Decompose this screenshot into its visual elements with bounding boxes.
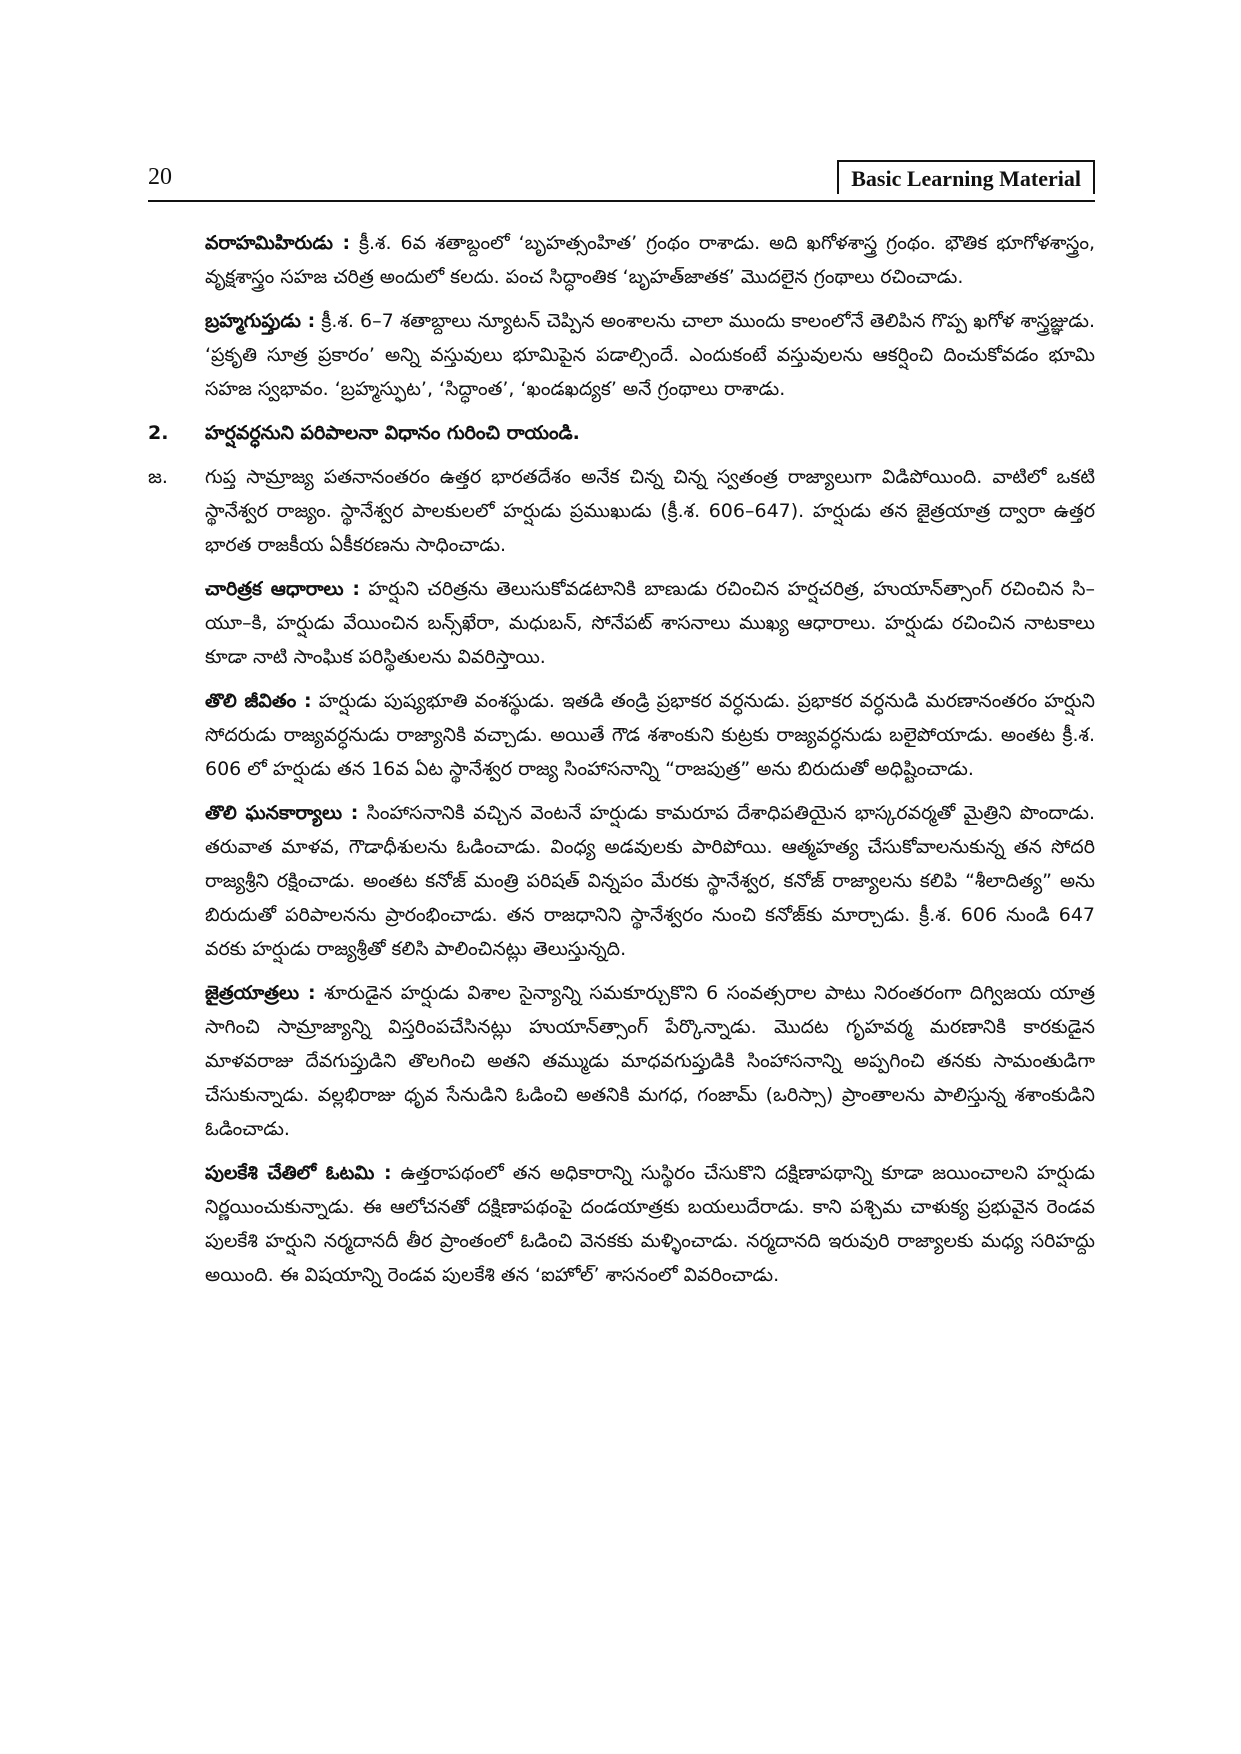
paragraph-early-achievements xyxy=(205,796,1095,966)
paragraph-term: బ్రహ్మగుప్తుడు : xyxy=(205,310,316,332)
question-number: 2. xyxy=(148,422,169,444)
answer-text: గుప్త సామ్రాజ్య పతనానంతరం ఉత్తర భారతదేశం అనేక చిన్న చిన్న స్వతంత్ర రాజ్యాలుగా విడిపోయింది. వాటిలో ఒకటి స్థానేశ్వర రాజ్యం. స్థానేశ్వర పాలకులలో హర్షుడు ప్రముఖుడు (క్రీ.శ. 606–647). హర్షుడు తన జైత్రయాత్ర ద్వారా ఉత్తర భారత రాజకీయ ఏకీకరణను సాధించాడు. xyxy=(205,466,1095,556)
paragraph-text: శూరుడైన హర్షుడు విశాల సైన్యాన్ని సమకూర్చుకొని 6 సంవత్సరాల పాటు నిరంతరంగా దిగ్విజయ యాత్ర సాగించి సామ్రాజ్యాన్ని విస్తరింపచేసినట్లు హుయాన్‌త్సాంగ్ పేర్కొన్నాడు. మొదట గృహవర్మ మరణానికి కారకుడైన మాళవరాజు దేవగుప్తుడిని తొలగించి అతని తమ్ముడు మాధవగుప్తుడికి సింహాసనాన్ని అప్పగించి తనకు సామంతుడిగా చేసుకున్నాడు. వల్లభిరాజు ధృవ సేనుడిని ఓడించి అతనికి మగధ, గంజామ్ (ఒరిస్సా) ప్రాంతాలను పాలిస్తున్న శశాంకుడిని ఓడించాడు. xyxy=(205,982,1096,1140)
paragraph-term: చారిత్రక ఆధారాలు : xyxy=(205,578,361,600)
paragraph-text: సింహాసనానికి వచ్చిన వెంటనే హర్షుడు కామరూప దేశాధిపతియైన భాస్కరవర్మతో మైత్రిని పొందాడు. తరువాత మాళవ, గౌడాధీశులను ఓడించాడు. వింధ్య అడవులకు పారిపోయి. ఆత్మహత్య చేసుకోవాలనుకున్న తన సోదరి రాజ్యశ్రీని రక్షించాడు. అంతట కనోజ్ మంత్రి పరిషత్ విన్నపం మేరకు స్థానేశ్వర, కనోజ్ రాజ్యాలను కలిపి “శీలాదిత్య” అను బిరుదుతో పరిపాలనను ప్రారంభించాడు. తన రాజధానిని స్థానేశ్వరం నుంచి కనోజ్‌కు మార్చాడు. క్రీ.శ. 606 నుండి 647 వరకు హర్షుడు రాజ్యశ్రీతో కలిసి పాలించినట్లు తెలుస్తున్నది. xyxy=(205,802,1095,960)
answer-marker: జ. xyxy=(148,466,168,488)
paragraph-term: పులకేశి చేతిలో ఓటమి : xyxy=(205,1162,392,1184)
page-number: 20 xyxy=(148,164,172,190)
paragraph-text: క్రీ.శ. 6వ శతాబ్దంలో ‘బృహత్సంహిత’ గ్రంథం రాశాడు. అది ఖగోళశాస్త్ర గ్రంథం. భౌతిక భూగోళశాస్త్రం, వృక్షశాస్త్రం సహజ చరిత్ర అందులో కలదు. పంచ సిద్ధాంతిక ‘బృహత్‌జాతక’ మొదలైన గ్రంథాలు రచించాడు. xyxy=(205,232,1095,288)
page-header xyxy=(148,160,1095,202)
paragraph-term: తొలి జీవితం : xyxy=(205,690,312,712)
answer-row xyxy=(148,460,1095,562)
page-content xyxy=(148,226,1095,1302)
paragraph-defeat-by-pulakeshi xyxy=(205,1156,1095,1292)
question-text: హర్షవర్ధనుని పరిపాలనా విధానం గురించి రాయండి. xyxy=(205,422,580,444)
paragraph-text: ఉత్తరాపథంలో తన అధికారాన్ని సుస్థిరం చేసుకొని దక్షిణాపథాన్ని కూడా జయించాలని హర్షుడు నిర్ణయించుకున్నాడు. ఈ ఆలోచనతో దక్షిణాపథంపై దండయాత్రకు బయలుదేరాడు. కాని పశ్చిమ చాళుక్య ప్రభువైన రెండవ పులకేశి హర్షుని నర్మదానదీ తీర ప్రాంతంలో ఓడించి వెనకకు మళ్ళించాడు. నర్మదానది ఇరువురి రాజ్యాలకు మధ్య సరిహద్దు అయింది. ఈ విషయాన్ని రెండవ పులకేశి తన ‘ఐహోల్’ శాసనంలో వివరించాడు. xyxy=(205,1162,1095,1286)
paragraph-early-life xyxy=(205,684,1095,786)
paragraph-varahamihira xyxy=(205,226,1095,294)
book-title-box: Basic Learning Material xyxy=(837,160,1095,194)
paragraph-historical-sources xyxy=(205,572,1095,674)
paragraph-text: హర్షుడు పుష్యభూతి వంశస్థుడు. ఇతడి తండ్రి ప్రభాకర వర్ధనుడు. ప్రభాకర వర్ధనుడి మరణానంతరం హర్షుని సోదరుడు రాజ్యవర్ధనుడు రాజ్యానికి వచ్చాడు. అయితే గౌడ శశాంకుని కుట్రకు రాజ్యవర్ధనుడు బలైపోయాడు. అంతట క్రీ.శ. 606 లో హర్షుడు తన 16వ ఏట స్థానేశ్వర రాజ్య సింహాసనాన్ని “రాజపుత్ర” అను బిరుదుతో అధిష్టించాడు. xyxy=(205,690,1096,780)
paragraph-term: వరాహమిహిరుడు : xyxy=(205,232,351,254)
paragraph-term: జైత్రయాత్రలు : xyxy=(205,982,316,1004)
paragraph-text: హర్షుని చరిత్రను తెలుసుకోవడటానికి బాణుడు రచించిన హర్షచరిత్ర, హుయాన్‌త్సాంగ్ రచించిన సి–యూ–కి, హర్షుడు వేయించిన బన్స్‌ఖేరా, మధుబన్, సోనేపట్ శాసనాలు ముఖ్య ఆధారాలు. హర్షుడు రచించిన నాటకాలు కూడా నాటి సాంఘిక పరిస్థితులను వివరిస్తాయి. xyxy=(205,578,1095,668)
paragraph-text: క్రీ.శ. 6–7 శతాబ్దాలు న్యూటన్ చెప్పిన అంశాలను చాలా ముందు కాలంలోనే తెలిపిన గొప్ప ఖగోళ శాస్త్రజ్ఞుడు. ‘ప్రకృతి సూత్ర ప్రకారం’ అన్ని వస్తువులు భూమిపైన పడాల్సిందే. ఎందుకంటే వస్తువులను ఆకర్షించి దించుకోవడం భూమి సహజ స్వభావం. ‘బ్రహ్మస్ఫుట’, ‘సిద్ధాంత’, ‘ఖండఖద్యక’ అనే గ్రంథాలు రాశాడు. xyxy=(205,310,1095,400)
paragraph-brahmagupta xyxy=(205,304,1095,406)
question-row xyxy=(148,416,1095,450)
paragraph-term: తొలి ఘనకార్యాలు : xyxy=(205,802,359,824)
paragraph-conquests xyxy=(205,976,1095,1146)
header-rule xyxy=(148,200,1095,202)
